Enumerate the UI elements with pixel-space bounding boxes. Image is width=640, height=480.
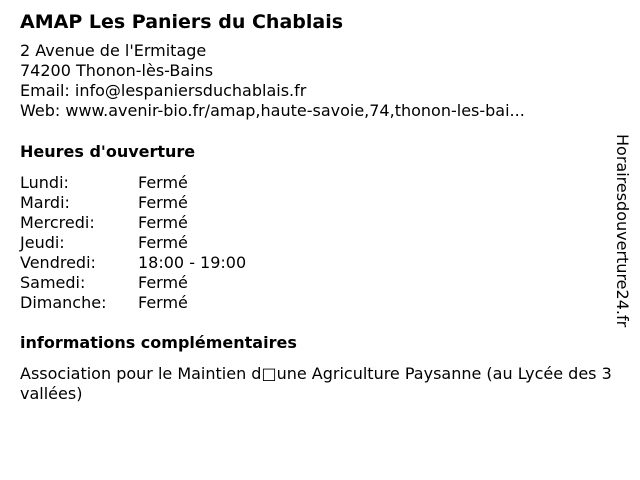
hours-row (20, 173, 246, 193)
hours-value: Fermé (138, 233, 188, 252)
watermark (612, 134, 632, 346)
hours-value: Fermé (138, 193, 188, 212)
hours-row (20, 253, 246, 273)
address-line-1: 2 Avenue de l'Ermitage (20, 41, 207, 60)
hours-day: Vendredi: (20, 253, 96, 272)
info-heading: informations complémentaires (20, 333, 297, 352)
hours-day: Jeudi: (20, 233, 65, 252)
email-line: Email: info@lespaniersduchablais.fr (20, 81, 307, 100)
hours-heading: Heures d'ouverture (20, 142, 196, 161)
hours-value: Fermé (138, 173, 188, 192)
watermark-text: Horairesdouverture24.fr (613, 134, 632, 328)
address-line-2: 74200 Thonon-lès-Bains (20, 61, 214, 80)
hours-value: 18:00 - 19:00 (138, 253, 247, 272)
hours-row (20, 233, 246, 253)
hours-day: Lundi: (20, 173, 69, 192)
contact-block (20, 41, 600, 121)
hours-row (20, 273, 246, 293)
web-line: Web: www.avenir-bio.fr/amap,haute-savoie,74,thonon-les-bai... (20, 101, 525, 120)
hours-value: Fermé (138, 293, 188, 312)
business-name: AMAP Les Paniers du Chablais (20, 11, 344, 33)
info-text: Association pour le Maintien d□une Agriculture Paysanne (au Lycée des 3 vallées) (20, 364, 612, 403)
hours-day: Samedi: (20, 273, 86, 292)
hours-value: Fermé (138, 213, 188, 232)
hours-row (20, 213, 246, 233)
hours-value: Fermé (138, 273, 188, 292)
business-card (20, 10, 612, 404)
hours-row (20, 293, 246, 313)
hours-day: Mercredi: (20, 213, 95, 232)
hours-table (20, 173, 246, 313)
hours-row (20, 193, 246, 213)
hours-day: Dimanche: (20, 293, 107, 312)
hours-day: Mardi: (20, 193, 70, 212)
